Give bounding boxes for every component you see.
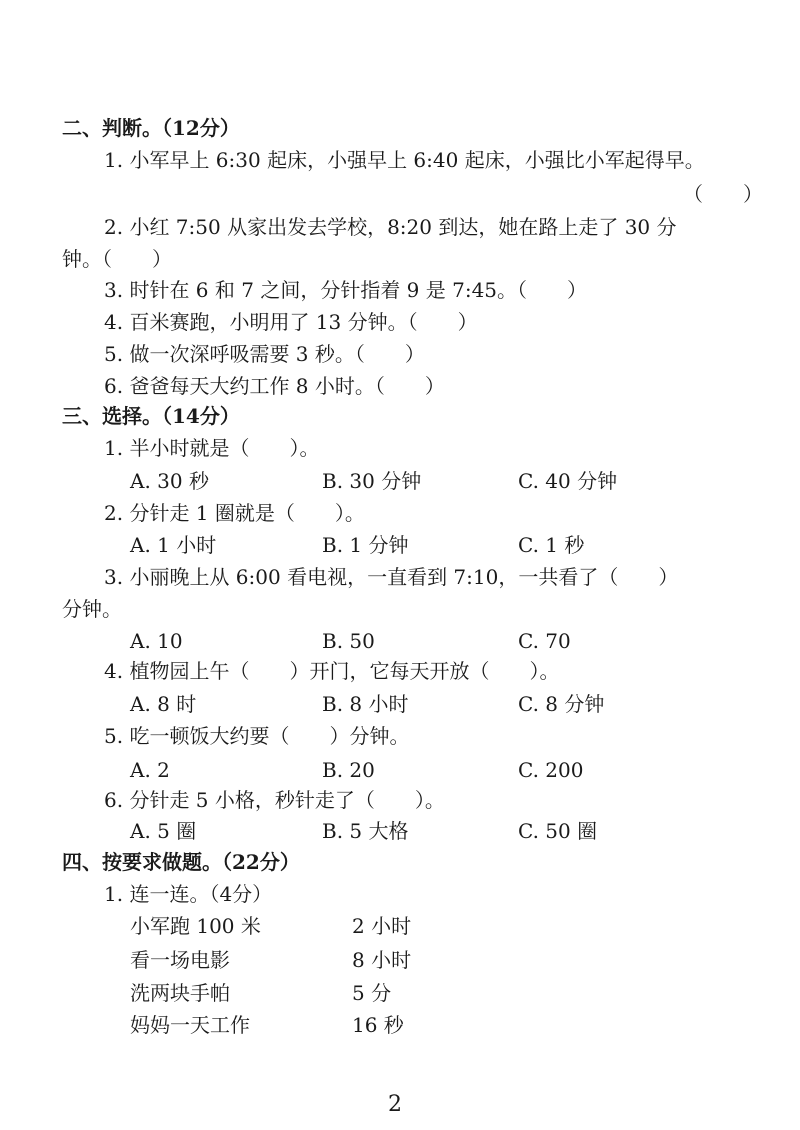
choice-q3-stem: 3. 小丽晚上从 6:00 看电视，一直看到 7:10，一共看了（ ） bbox=[104, 565, 679, 589]
match-right-item[interactable]: 2 小时 bbox=[352, 914, 412, 938]
choice-q4-option-a[interactable]: A. 8 时 bbox=[130, 692, 197, 716]
choice-q3-option-a[interactable]: A. 10 bbox=[130, 629, 183, 653]
choice-q1-option-a[interactable]: A. 30 秒 bbox=[130, 469, 209, 493]
choice-q2-option-a[interactable]: A. 1 小时 bbox=[130, 533, 217, 557]
match-left-item[interactable]: 看一场电影 bbox=[130, 948, 230, 972]
judge-q1-answer-bracket[interactable]: （ ） bbox=[683, 182, 763, 206]
choice-q6-option-b[interactable]: B. 5 大格 bbox=[322, 819, 409, 843]
judge-q2-line2: 钟。（ ） bbox=[62, 247, 172, 271]
judge-q1-line1: 1. 小军早上 6:30 起床，小强早上 6:40 起床，小强比小军起得早。 bbox=[104, 148, 705, 172]
match-right-item[interactable]: 8 小时 bbox=[352, 948, 412, 972]
choice-q4-stem: 4. 植物园上午（ ）开门，它每天开放（ ）。 bbox=[104, 659, 560, 683]
section-heading-judge: 二、判断。（12分） bbox=[62, 116, 240, 140]
task1-title: 1. 连一连。（4分） bbox=[104, 882, 273, 906]
match-left-item[interactable]: 小军跑 100 米 bbox=[130, 914, 261, 938]
page-number: 2 bbox=[388, 1092, 402, 1117]
choice-q4-option-c[interactable]: C. 8 分钟 bbox=[518, 692, 605, 716]
match-left-item[interactable]: 洗两块手帕 bbox=[130, 981, 230, 1005]
judge-q3: 3. 时针在 6 和 7 之间，分针指着 9 是 7:45。（ ） bbox=[104, 278, 588, 302]
match-left-item[interactable]: 妈妈一天工作 bbox=[130, 1013, 250, 1037]
choice-q6-stem: 6. 分针走 5 小格，秒针走了（ ）。 bbox=[104, 788, 445, 812]
choice-q4-option-b[interactable]: B. 8 小时 bbox=[322, 692, 409, 716]
choice-q2-stem: 2. 分针走 1 圈就是（ ）。 bbox=[104, 501, 365, 525]
section-heading-choice: 三、选择。（14分） bbox=[62, 404, 240, 428]
judge-q6: 6. 爸爸每天大约工作 8 小时。（ ） bbox=[104, 374, 445, 398]
choice-q5-stem: 5. 吃一顿饭大约要（ ）分钟。 bbox=[104, 724, 410, 748]
judge-q2-line1: 2. 小红 7:50 从家出发去学校，8:20 到达，她在路上走了 30 分 bbox=[104, 215, 677, 239]
choice-q1-option-c[interactable]: C. 40 分钟 bbox=[518, 469, 618, 493]
choice-q5-option-c[interactable]: C. 200 bbox=[518, 758, 584, 782]
choice-q3-stem-cont: 分钟。 bbox=[62, 597, 122, 621]
choice-q2-option-c[interactable]: C. 1 秒 bbox=[518, 533, 585, 557]
choice-q2-option-b[interactable]: B. 1 分钟 bbox=[322, 533, 409, 557]
choice-q1-stem: 1. 半小时就是（ ）。 bbox=[104, 436, 320, 460]
judge-q4: 4. 百米赛跑，小明用了 13 分钟。（ ） bbox=[104, 310, 478, 334]
choice-q3-option-c[interactable]: C. 70 bbox=[518, 629, 571, 653]
choice-q5-option-b[interactable]: B. 20 bbox=[322, 758, 375, 782]
choice-q1-option-b[interactable]: B. 30 分钟 bbox=[322, 469, 422, 493]
judge-q5: 5. 做一次深呼吸需要 3 秒。（ ） bbox=[104, 342, 425, 366]
section-heading-tasks: 四、按要求做题。（22分） bbox=[62, 850, 300, 874]
choice-q5-option-a[interactable]: A. 2 bbox=[130, 758, 170, 782]
match-right-item[interactable]: 16 秒 bbox=[352, 1013, 404, 1037]
choice-q6-option-c[interactable]: C. 50 圈 bbox=[518, 819, 598, 843]
choice-q3-option-b[interactable]: B. 50 bbox=[322, 629, 375, 653]
choice-q6-option-a[interactable]: A. 5 圈 bbox=[130, 819, 197, 843]
match-right-item[interactable]: 5 分 bbox=[352, 981, 392, 1005]
